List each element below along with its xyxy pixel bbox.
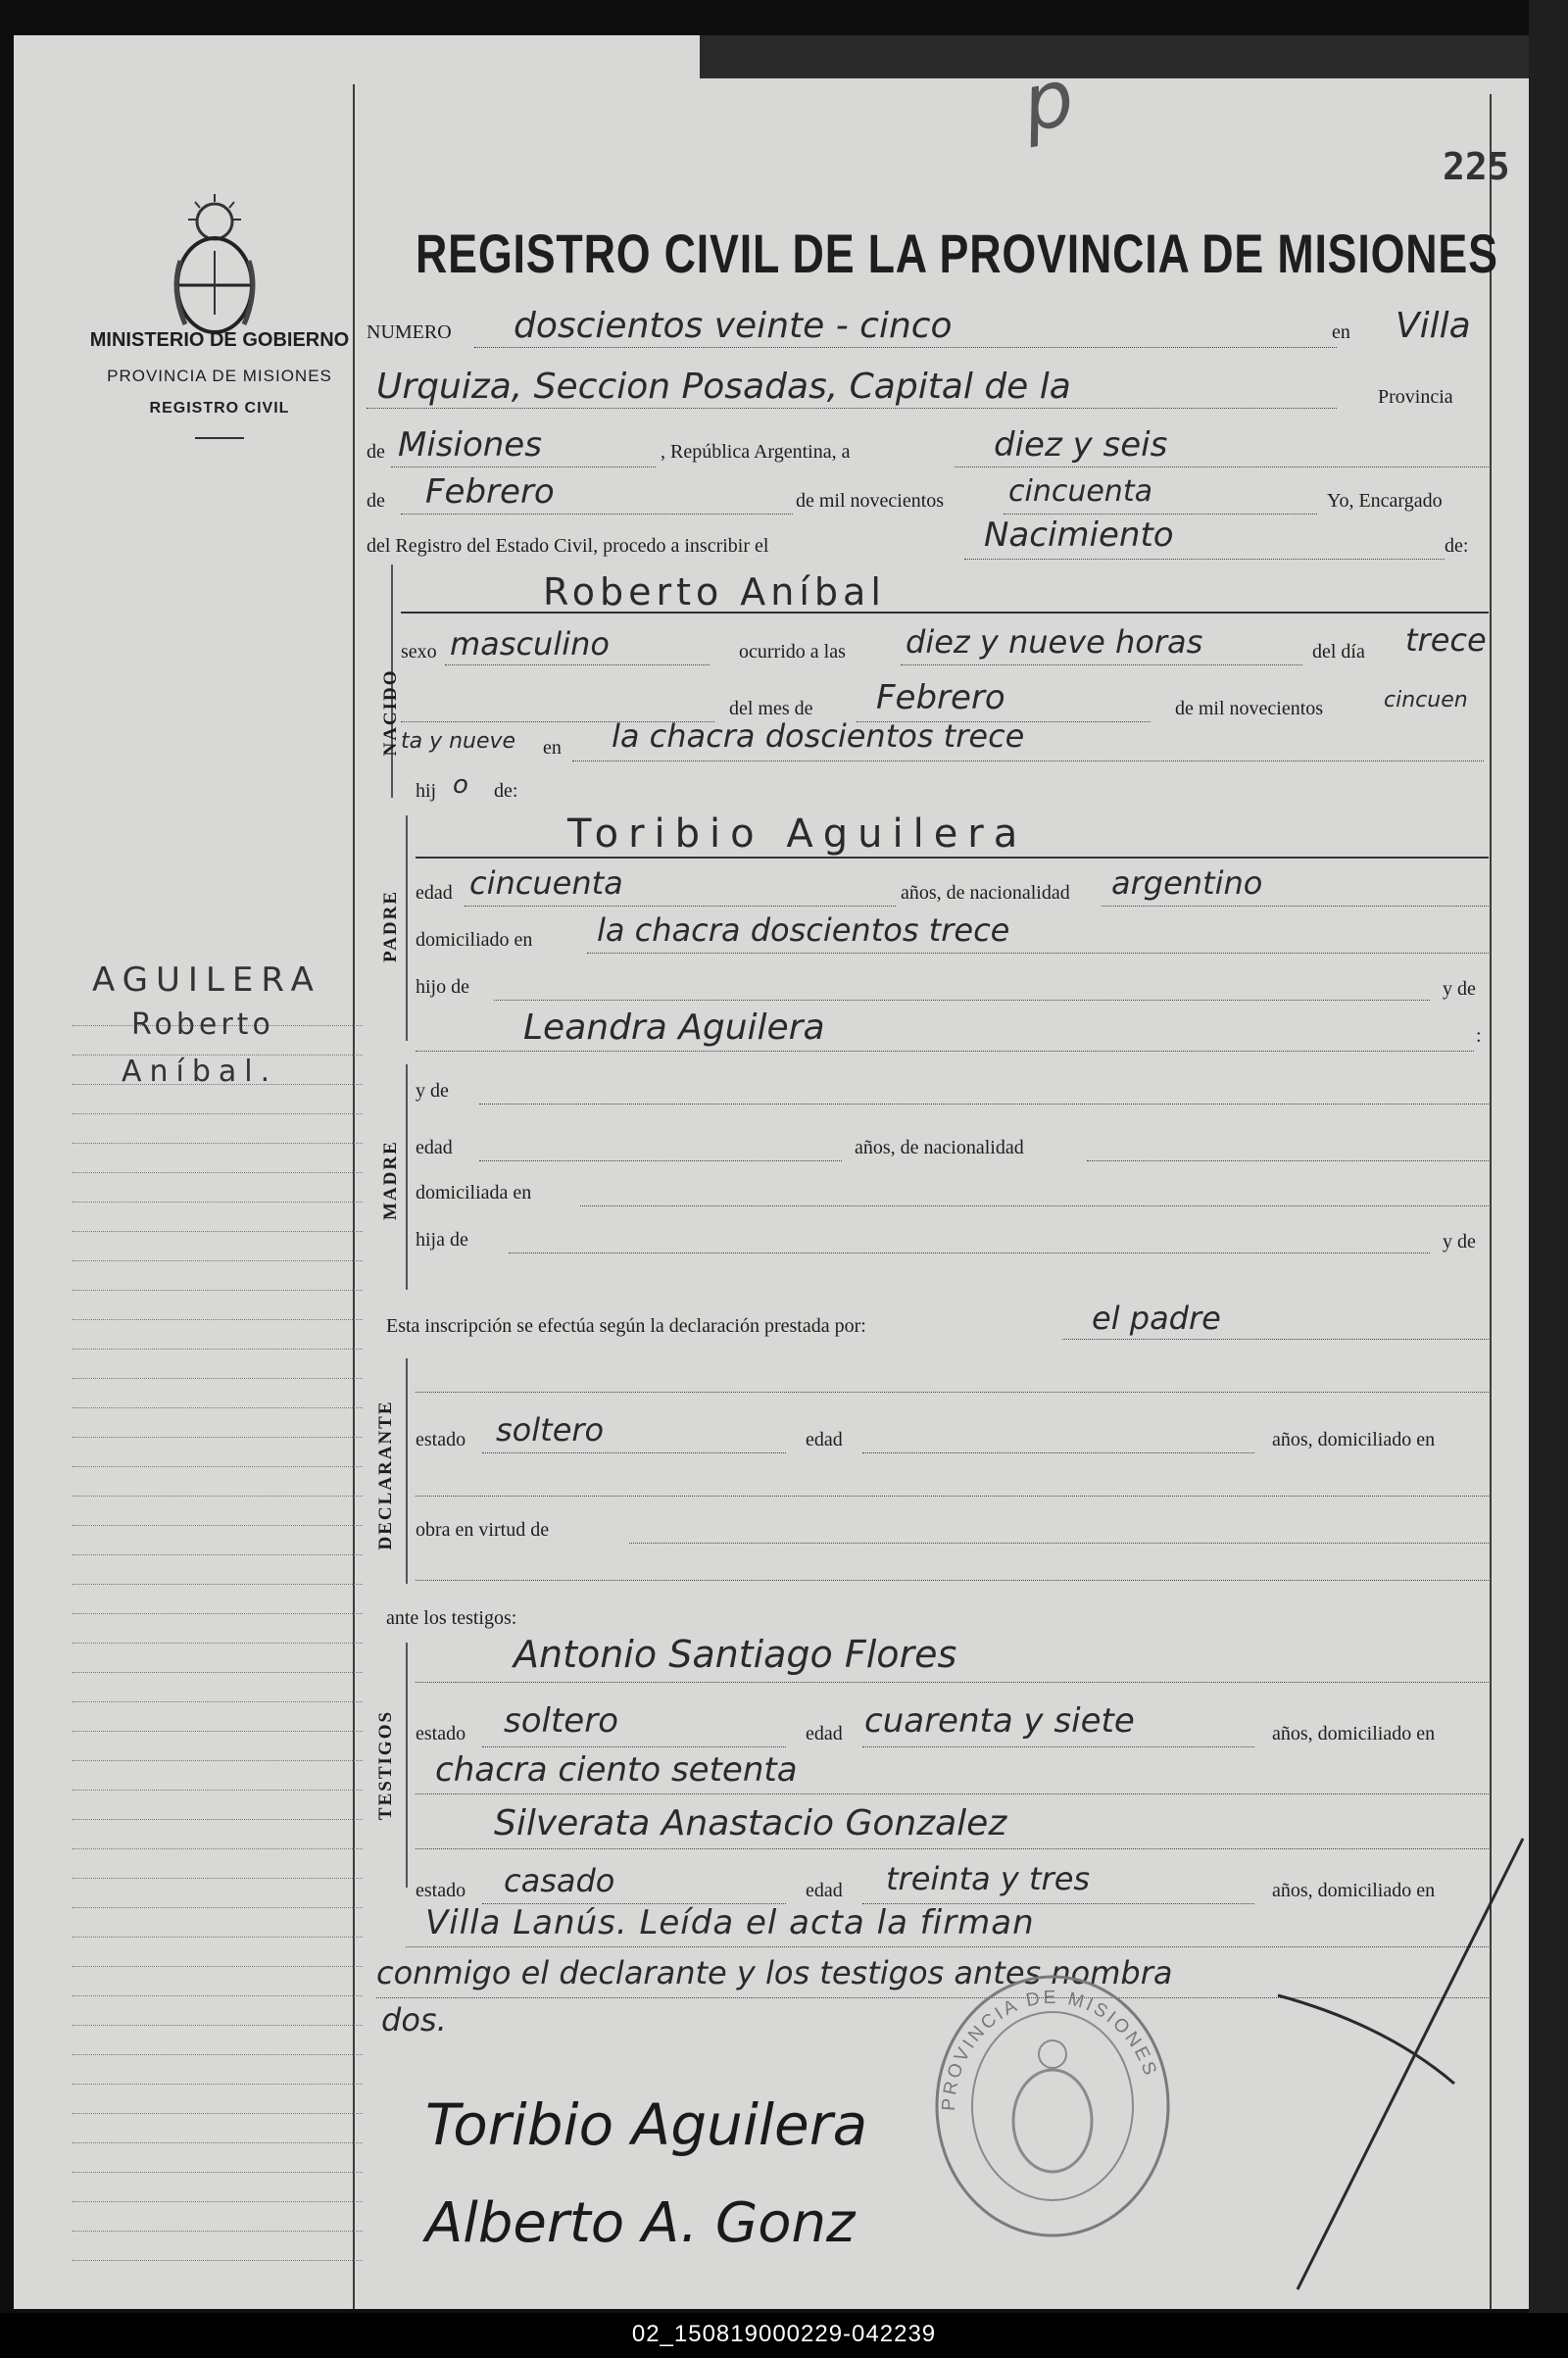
margin-rule-line (73, 1878, 363, 1879)
year-label: de mil novecientos (796, 490, 945, 512)
margin-rule-line (73, 1319, 363, 1320)
madre-edad-label: edad (416, 1137, 453, 1158)
declarante-domicilio-label: años, domiciliado en (1272, 1429, 1436, 1450)
nacido-section-label: NACIDO (380, 668, 401, 757)
w1-domicilio-value: chacra ciento setenta (435, 1750, 798, 1790)
w1-edad-value: cuarenta y siete (864, 1701, 1135, 1741)
margin-rule-line (73, 2025, 363, 2026)
declaracion-label: Esta inscripción se efectúa según la declaración prestada por: (386, 1315, 866, 1337)
padre-mother-name: Leandra Aguilera (523, 1007, 825, 1048)
declarante-obra-line (629, 1543, 1489, 1544)
act-line (964, 559, 1445, 560)
w1-edad-label: edad (806, 1723, 843, 1744)
sexo-line (445, 664, 710, 665)
provincia-label: Provincia (1378, 386, 1453, 408)
madre-domicilio-label: domiciliada en (416, 1182, 532, 1204)
day-value: diez y seis (994, 425, 1168, 465)
margin-rule-line (73, 2260, 363, 2261)
hora-value: diez y nueve horas (906, 623, 1203, 661)
margin-rule-line (73, 1995, 363, 1996)
declarante-obra-line2 (416, 1580, 1489, 1581)
padre-domicilio-value: la chacra doscientos trece (597, 911, 1010, 949)
margin-rule-line (73, 2113, 363, 2114)
testigos-bracket (406, 1643, 408, 1888)
footer-bar (0, 2313, 1568, 2358)
nacido-year-value1: cincuen (1384, 688, 1468, 712)
declaracion-value: el padre (1092, 1300, 1221, 1337)
madre-y-de-label: y de (416, 1080, 449, 1102)
numero-label: NUMERO (367, 321, 452, 343)
padre-y-de-label: y de (1443, 978, 1476, 1000)
closing-text2: dos. (381, 2001, 447, 2039)
margin-line (353, 84, 355, 2309)
madre-bracket (406, 1064, 408, 1290)
place2-value: Urquiza, Seccion Posadas, Capital de la (376, 367, 1071, 407)
officer-signature: Alberto A. Gonz (425, 2191, 856, 2255)
w1-domicilio-label: años, domiciliado en (1272, 1723, 1436, 1744)
margin-rule-line (73, 2231, 363, 2232)
margin-rule-line (73, 2142, 363, 2143)
margin-rule-line (73, 1554, 363, 1555)
witness1-name: Antonio Santiago Flores (514, 1633, 957, 1676)
padre-colon: : (1476, 1025, 1482, 1047)
margin-rule-line (73, 1407, 363, 1408)
margin-rule-line (73, 1496, 363, 1497)
padre-edad-line (465, 906, 896, 907)
numero-line (474, 347, 1337, 348)
mes-label: del mes de (729, 698, 813, 719)
margin-rule-line (73, 1378, 363, 1379)
page-number: 225 (1443, 145, 1510, 188)
padre-nacionalidad-value: argentino (1111, 864, 1263, 902)
republica-label: , República Argentina, a (661, 441, 851, 463)
de-label: de (367, 441, 385, 463)
hijo-de-label: de: (494, 780, 518, 802)
hijo-value: o (453, 770, 468, 800)
margin-rule-line (73, 1819, 363, 1820)
padre-bracket (406, 815, 408, 1041)
margin-rule-line (73, 1113, 363, 1114)
province-label: PROVINCIA DE MISIONES (107, 367, 332, 385)
binding-edge (700, 35, 1539, 78)
margin-rule-line (73, 2054, 363, 2055)
declarante-estado-label: estado (416, 1429, 466, 1450)
margin-rule-line (73, 2084, 363, 2085)
declarante-section-label: DECLARANTE (375, 1400, 396, 1550)
padre-domicilio-line (587, 953, 1489, 954)
file-id-label: 02_150819000229-042239 (631, 2321, 937, 2347)
margin-rule-line (73, 1290, 363, 1291)
dia-label: del día (1312, 641, 1365, 663)
margin-rule-line (73, 1260, 363, 1261)
place2-line (367, 408, 1337, 409)
w1-edad-line (862, 1746, 1254, 1747)
margin-rule-line (73, 1231, 363, 1232)
de3-label: de: (1445, 535, 1469, 557)
testigos-section-label: TESTIGOS (375, 1709, 396, 1821)
en-label: en (1332, 321, 1350, 343)
margin-rule-line (73, 1966, 363, 1967)
year-value: cincuenta (1008, 474, 1152, 509)
testigos-intro: ante los testigos: (386, 1607, 517, 1629)
declarant-signature: Toribio Aguilera (425, 2091, 868, 2158)
margin-rule-line (73, 1672, 363, 1673)
margin-rule-line (73, 1584, 363, 1585)
w1-estado-label: estado (416, 1723, 466, 1744)
margin-rule-line (73, 1790, 363, 1791)
w2-domicilio-label: años, domiciliado en (1272, 1880, 1436, 1901)
padre-hijo-label: hijo de (416, 976, 469, 998)
w2-edad-value: treinta y tres (886, 1860, 1091, 1897)
de2-label: de (367, 490, 385, 512)
yo-label: Yo, Encargado (1327, 490, 1443, 512)
page-title: REGISTRO CIVIL DE LA PROVINCIA DE MISIONES (416, 222, 1498, 284)
madre-edad-line (479, 1160, 842, 1161)
hora-line (901, 664, 1302, 665)
margin-rule-line (73, 2172, 363, 2173)
witness1-name-line (416, 1682, 1489, 1683)
margin-rule-line (73, 1848, 363, 1849)
w2-edad-label: edad (806, 1880, 843, 1901)
padre-domicilio-label: domiciliado en (416, 929, 533, 951)
cancel-strokes (1268, 1829, 1539, 2309)
declarante-edad-line (862, 1452, 1254, 1453)
padre-edad-value: cincuenta (469, 864, 623, 902)
margin-rule-line (73, 1143, 363, 1144)
margin-rule-line (73, 1172, 363, 1173)
padre-edad-label: edad (416, 882, 453, 904)
coat-of-arms-icon (161, 192, 269, 339)
pencil-mark: p (1015, 51, 1081, 150)
margin-name2: Aníbal. (122, 1055, 278, 1089)
register-page (14, 35, 1539, 2309)
lugar-value: la chacra doscientos trece (612, 717, 1025, 755)
mes-value: Febrero (876, 678, 1005, 717)
w2-estado-value: casado (504, 1862, 615, 1899)
nacido-name: Roberto Aníbal (543, 570, 886, 614)
ocurrido-label: ocurrido a las (739, 641, 846, 663)
declarante-obra-label: obra en virtud de (416, 1519, 550, 1541)
declarante-edad-label: edad (806, 1429, 843, 1450)
margin-rule-line (73, 1760, 363, 1761)
madre-section-label: MADRE (380, 1140, 401, 1220)
padre-hijo-line (494, 1000, 1430, 1001)
madre-y-de2-label: y de (1443, 1231, 1476, 1253)
madre-domicilio-line (580, 1205, 1489, 1206)
dia-value: trece (1405, 621, 1487, 659)
madre-name-line (479, 1104, 1489, 1105)
margin-name1: Roberto (131, 1007, 274, 1042)
declaracion-line (1062, 1339, 1489, 1340)
novecientos-label: de mil novecientos (1175, 698, 1324, 719)
margin-rule-line (73, 1525, 363, 1526)
numero-value: doscientos veinte - cinco (514, 306, 953, 346)
closing-text1: conmigo el declarante y los testigos antes nombra (376, 1954, 1173, 1991)
declarante-domicilio-line (416, 1496, 1489, 1497)
nacido-en-label: en (543, 737, 562, 759)
witness2-name: Silverata Anastacio Gonzalez (494, 1803, 1007, 1843)
month-value: Febrero (425, 472, 555, 512)
registro-label: del Registro del Estado Civil, procedo a inscribir el (367, 535, 769, 557)
margin-rule-line (73, 1907, 363, 1908)
sexo-value: masculino (450, 625, 610, 663)
place1-value: Villa (1396, 306, 1471, 346)
w1-estado-line (482, 1746, 786, 1747)
margin-rule-line (73, 1202, 363, 1203)
margin-rule-line (73, 1349, 363, 1350)
hijo-label: hij (416, 780, 437, 802)
w1-estado-value: soltero (504, 1701, 618, 1741)
nacido-name-line (401, 612, 1489, 614)
margin-surname: AGUILERA (92, 960, 321, 1000)
divider (195, 437, 244, 439)
w2-estado-label: estado (416, 1880, 466, 1901)
stamp-text: PROVINCIA DE MISIONES (938, 1987, 1161, 2112)
year-line (1004, 514, 1317, 515)
madre-nacionalidad-line (1087, 1160, 1489, 1161)
padre-nacionalidad-line (1102, 906, 1489, 907)
margin-rule-line (73, 1437, 363, 1438)
margin-rule-line (73, 1731, 363, 1732)
act-value: Nacimiento (984, 516, 1174, 555)
margin-rule-line (73, 1466, 363, 1467)
padre-name: Toribio Aguilera (567, 811, 1028, 857)
declarante-estado-value: soltero (496, 1411, 605, 1449)
province-value: Misiones (398, 425, 542, 465)
margin-rule-line (73, 1937, 363, 1938)
padre-section-label: PADRE (380, 889, 401, 963)
official-seal-stamp (925, 1964, 1180, 2248)
margin-rule-line (73, 2201, 363, 2202)
book-edge (1529, 0, 1568, 2313)
nacido-year-value2: ta y nueve (401, 729, 516, 754)
w2-domicilio-value: Villa Lanús. Leída el acta la firman (425, 1903, 1035, 1942)
declarante-estado-line (482, 1452, 786, 1453)
madre-nacionalidad-label: años, de nacionalidad (855, 1137, 1024, 1158)
margin-rule-line (73, 1701, 363, 1702)
registry-label: REGISTRO CIVIL (149, 400, 290, 417)
madre-hija-label: hija de (416, 1229, 468, 1251)
padre-name-line (416, 857, 1489, 859)
padre-nacionalidad-label: años, de nacionalidad (901, 882, 1070, 904)
ministry-label: MINISTERIO DE GOBIERNO (89, 329, 350, 351)
w1-domicilio-line (416, 1793, 1489, 1794)
sexo-label: sexo (401, 641, 437, 663)
declarante-name-line (416, 1392, 1489, 1393)
padre-mother-line (416, 1051, 1474, 1052)
margin-rule-line (73, 1643, 363, 1644)
month-line (401, 514, 793, 515)
declarante-bracket (406, 1358, 408, 1584)
margin-rule-line (73, 1613, 363, 1614)
